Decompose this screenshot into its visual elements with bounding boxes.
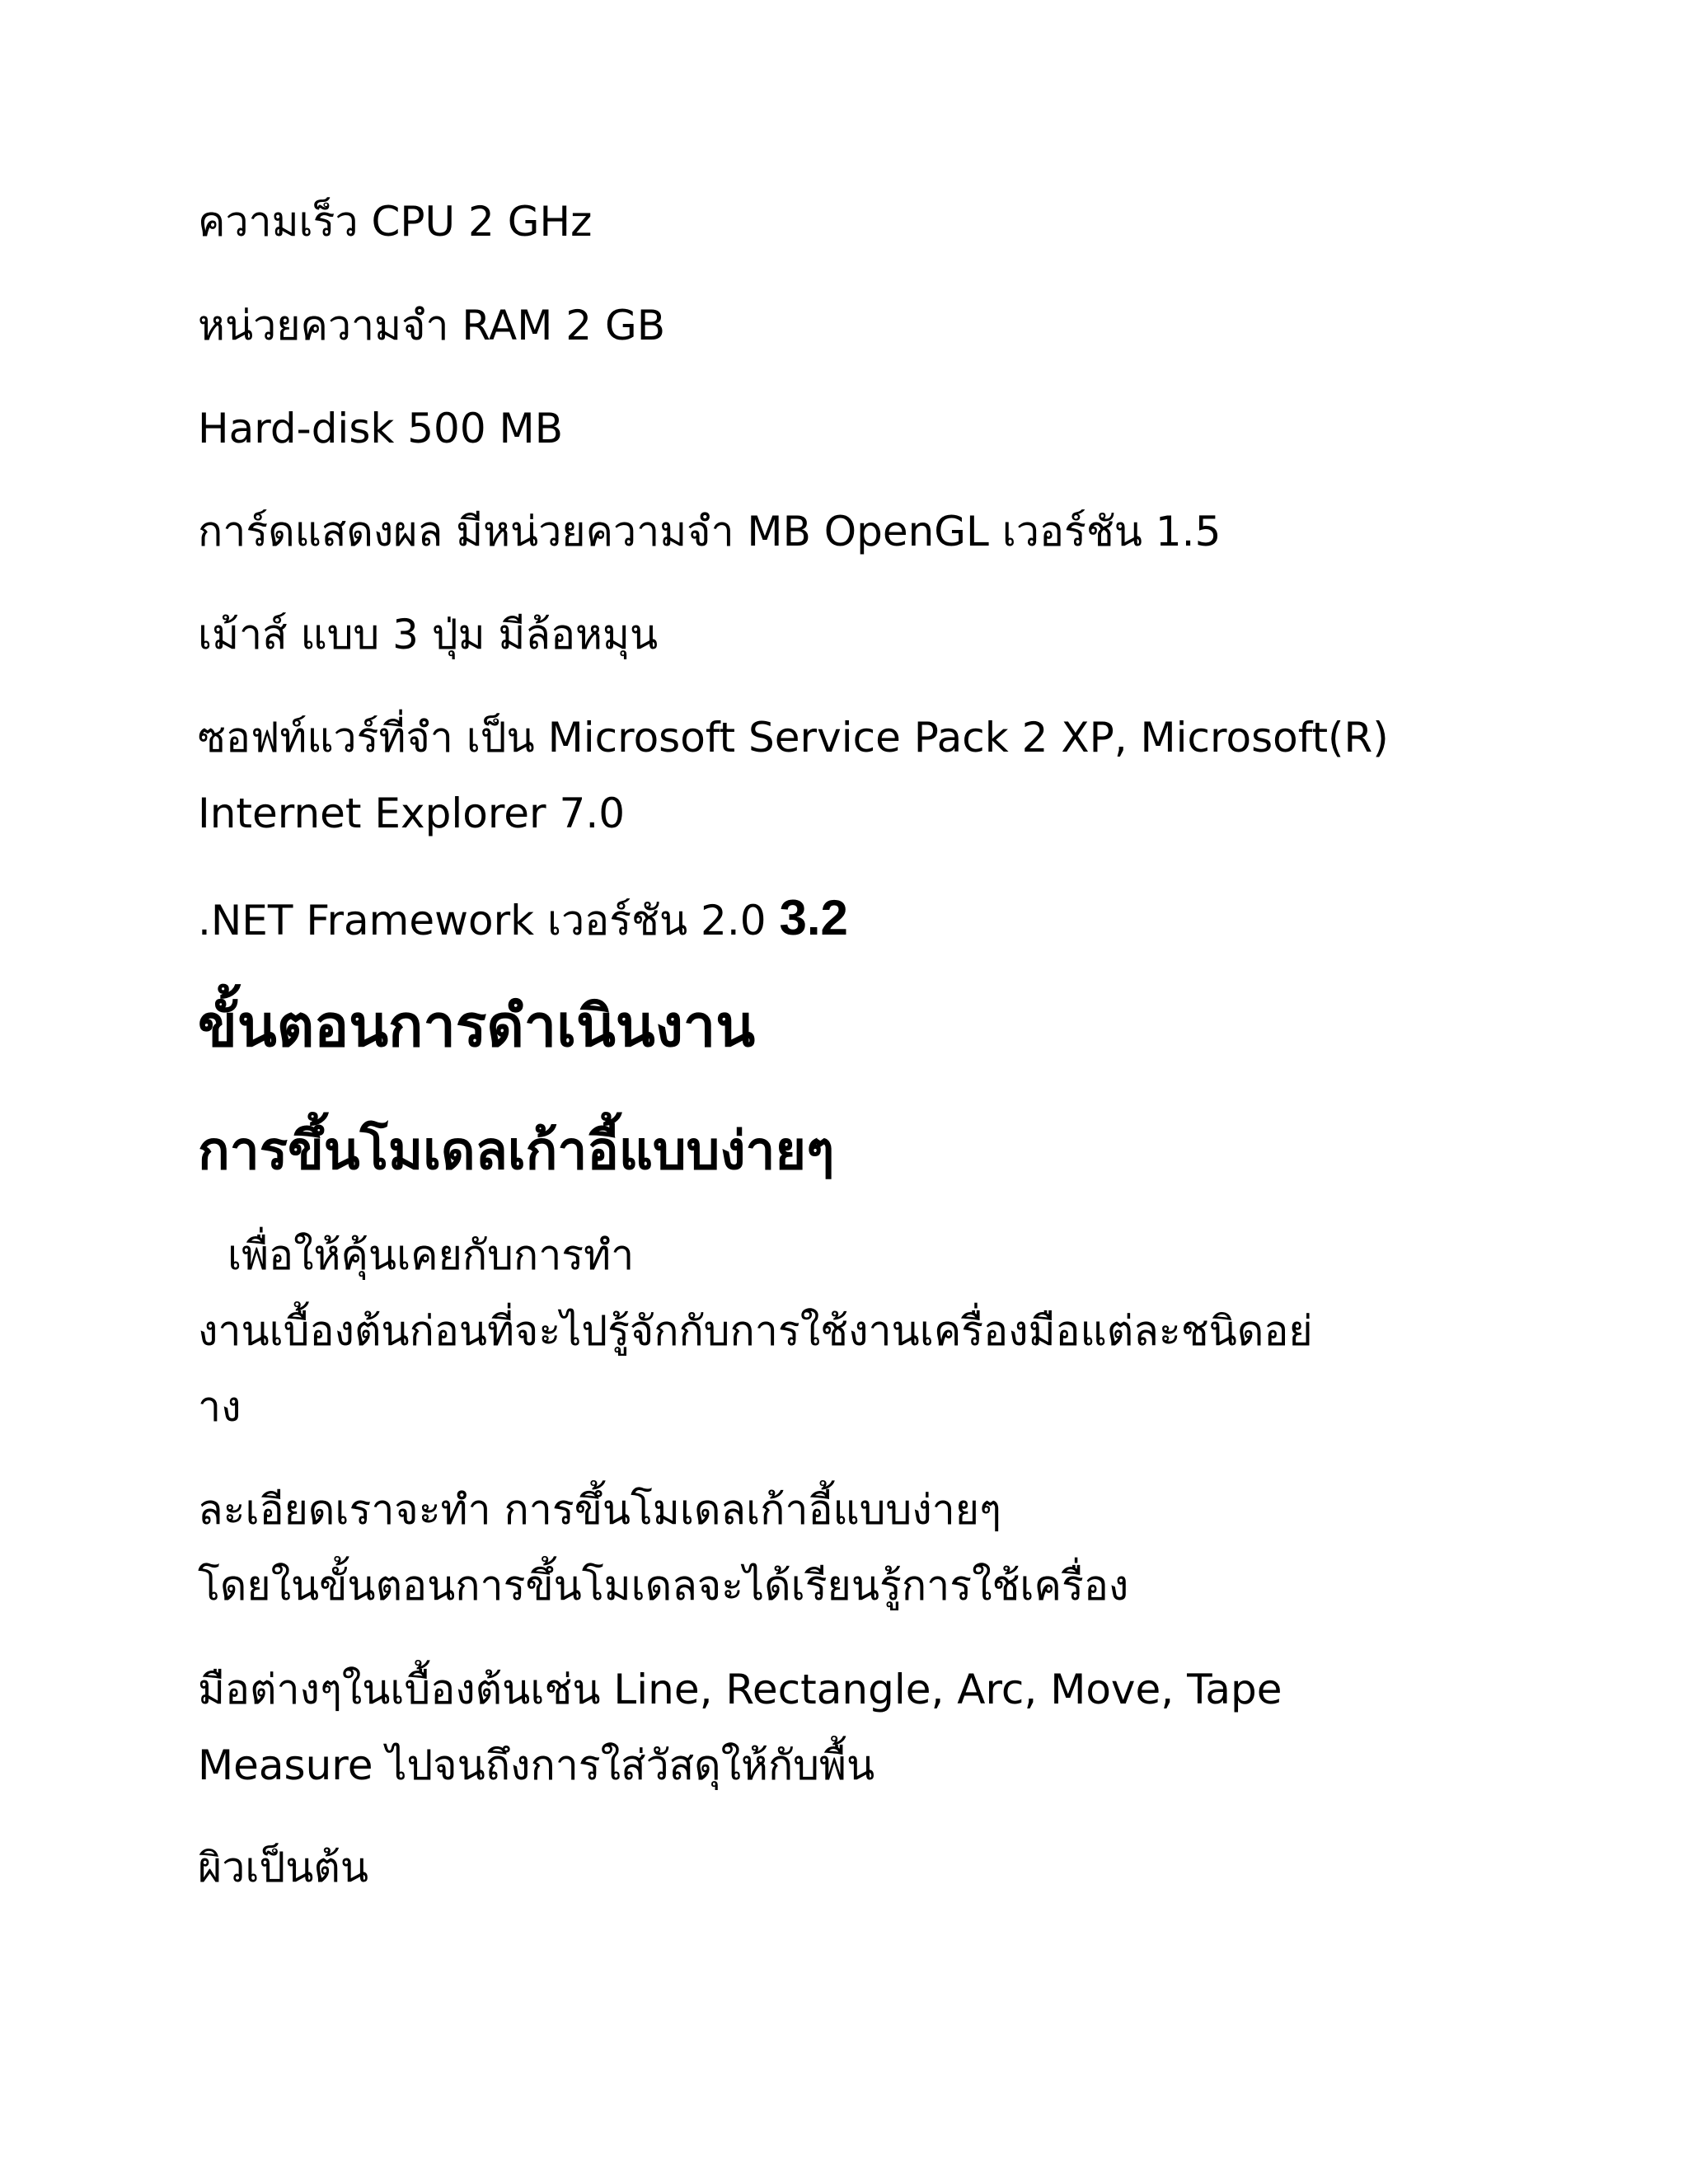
spec-dotnet [198,880,848,958]
spec-dotnet-extra: 3.2 [779,890,848,945]
paragraph-1-line-3: าง [198,1383,241,1431]
spec-dotnet-text: .NET Framework เวอร์ชัน 2.0 [198,897,767,944]
spec-hard-disk: Hard-disk 500 MB [198,405,563,452]
paragraph-1-line-1: เพื่อให้คุ้นเคยกับการทำ [227,1231,635,1279]
section-subheading: การขึ้นโมเดลเก้าอี้แบบง่ายๆ [198,1121,835,1182]
spec-graphics-card: การ์ดแสดงผล มีหน่วยความจำ MB OpenGL เวอร์ชัน 1.5 [198,508,1221,555]
spec-cpu: ความเร็ว CPU 2 GHz [198,198,593,246]
paragraph-4-line-1: ผิวเป็นต้น [198,1844,369,1891]
paragraph-2-line-1: ละเอียดเราจะทำ การขึ้นโมเดลเก้าอี้แบบง่ายๆ [198,1486,1001,1534]
spec-mouse: เม้าส์ แบบ 3 ปุ่ม มีล้อหมุน [198,611,659,658]
spec-software-line-1: ซอฟท์แวร์ที่จำ เป็น Microsoft Service Pack 2 XP, Microsoft(R) [198,714,1389,762]
spec-software-line-2: Internet Explorer 7.0 [198,790,626,837]
spec-ram: หน่วยความจำ RAM 2 GB [198,302,666,349]
paragraph-2-line-2: โดยในขั้นตอนการขึ้นโมเดลจะได้เรียนรู้การใช้เครื่อง [198,1562,1129,1610]
section-heading: ขั้นตอนการดำเนินงาน [198,992,756,1060]
paragraph-3-line-1: มือต่างๆในเบื้องต้นเช่น Line, Rectangle, Arc, Move, Tape [198,1666,1282,1713]
paragraph-3-line-2: Measure ไปจนถึงการใส่วัสดุให้กับพื้น [198,1741,875,1789]
paragraph-1-line-2: งานเบื้องต้นก่อนที่จะไปรู้จักกับการใช้งานเครื่องมือแต่ละชนิดอย่ [198,1307,1313,1355]
